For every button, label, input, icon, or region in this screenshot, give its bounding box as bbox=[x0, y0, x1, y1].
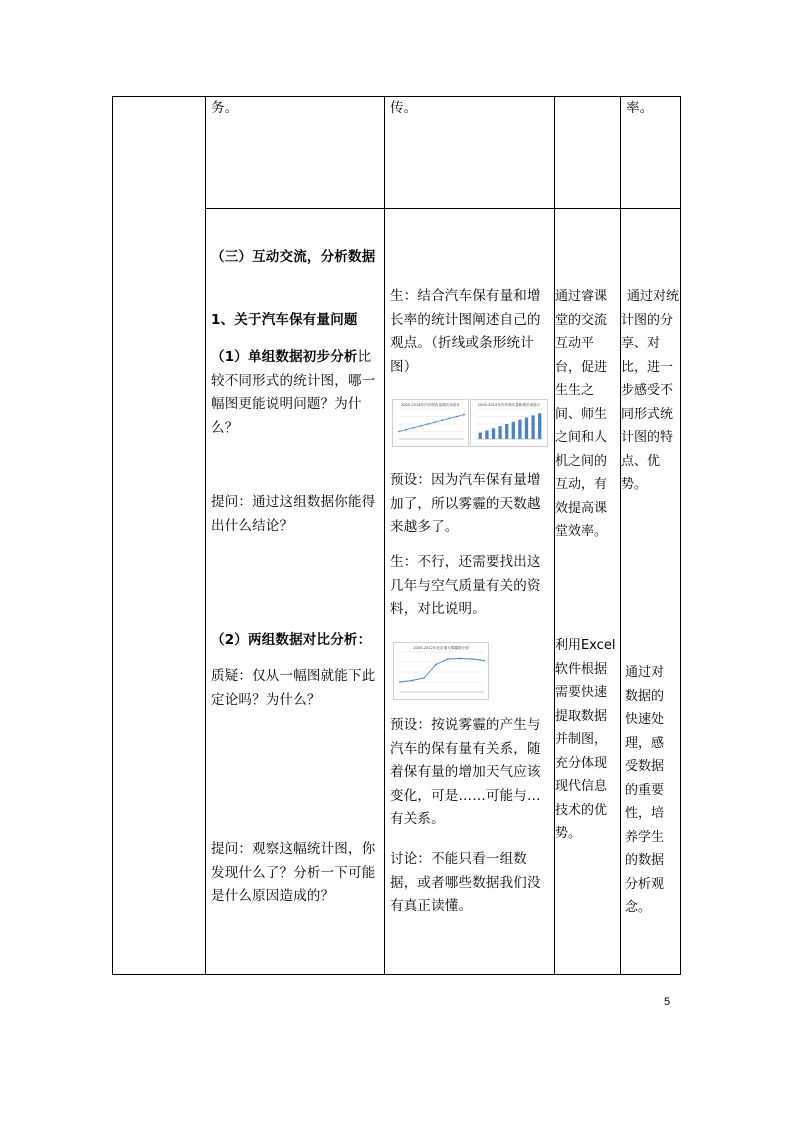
bar-2009 bbox=[505, 424, 508, 439]
row-divider bbox=[205, 208, 681, 209]
chart-title: 2005-2014年汽车保有量和增长率统计 bbox=[477, 403, 541, 407]
point-2009 bbox=[427, 423, 429, 425]
point-2011 bbox=[441, 419, 443, 421]
teaching-means-2: 利用Excel软件根据需要快速提取数据并制图，充分体现现代信息技术的优势。 bbox=[555, 638, 616, 841]
point-2012 bbox=[449, 417, 451, 419]
bar-2010 bbox=[512, 422, 515, 439]
page-number: 5 bbox=[664, 996, 671, 1008]
column-divider-1 bbox=[205, 96, 206, 975]
point-2009 bbox=[447, 658, 449, 660]
bar-2014 bbox=[538, 413, 541, 439]
section-title: （三）互动交流，分析数据 bbox=[211, 249, 376, 265]
design-intent-1: 通过对统计图的分享、对比，进一步感受不同形式统计图的特点、优势。 bbox=[621, 289, 680, 492]
bar-2013 bbox=[531, 415, 534, 439]
question-2: 提问：观察这幅统计图，你发现什么了？分析一下可能是什么原因造成的？ bbox=[211, 841, 376, 904]
point-2006 bbox=[405, 429, 407, 431]
point-2008 bbox=[435, 664, 437, 666]
table-border-bottom bbox=[112, 974, 681, 975]
row1-student-cell: 传。 bbox=[390, 100, 418, 116]
line-chart-thumbnail bbox=[392, 399, 469, 447]
point-2010 bbox=[459, 658, 461, 660]
bar-2008 bbox=[498, 426, 501, 439]
question-1: 提问：通过这组数据你能得出什么结论？ bbox=[211, 494, 376, 534]
point-2005 bbox=[398, 431, 400, 433]
column-divider-4 bbox=[620, 96, 621, 975]
preset-answer-2: 预设：按说雾霾的产生与汽车的保有量有关系，随着保有量的增加天气应该变化，可是……可能与…有关系。 bbox=[390, 717, 541, 827]
point-2005 bbox=[399, 681, 401, 683]
point-2006 bbox=[411, 680, 413, 682]
sub-heading-1: （1）单组数据初步分析 bbox=[211, 349, 358, 365]
table-border-right bbox=[680, 96, 681, 975]
point-2007 bbox=[423, 677, 425, 679]
bar-2006 bbox=[485, 430, 488, 439]
row1-content-cell: 务。 bbox=[211, 100, 239, 116]
bar-2012 bbox=[525, 418, 528, 439]
doubt-text: 质疑：仅从一幅图就能下此定论吗？为什么？ bbox=[211, 668, 376, 708]
point-2011 bbox=[471, 658, 473, 660]
bar-2005 bbox=[479, 433, 482, 439]
bar-2011 bbox=[518, 420, 521, 439]
discussion-text: 讨论：不能只看一组数据，或者哪些数据我们没有真正读懂。 bbox=[390, 851, 541, 914]
chart-title: 2005-2012年北京重大雾霾统计图 bbox=[413, 646, 469, 650]
point-2008 bbox=[420, 425, 422, 427]
smog-line-chart-thumbnail bbox=[393, 642, 489, 700]
row1-intent-cell: 率。 bbox=[626, 100, 654, 116]
single-data-analysis bbox=[211, 346, 379, 440]
point-2014 bbox=[463, 414, 465, 416]
point-2010 bbox=[434, 421, 436, 423]
student-response-2: 生：不行，还需要找出这几年与空气质量有关的资料，对比说明。 bbox=[390, 554, 541, 617]
point-2007 bbox=[413, 427, 415, 429]
point-2012 bbox=[483, 660, 485, 662]
bar-chart-thumbnail bbox=[470, 399, 548, 447]
sub-heading-1-text: 比较不同形式的统计图，哪一幅图更能说明问题？为什么？ bbox=[211, 349, 376, 436]
chart-title: 2005-2014年汽车保有量增长率统计 bbox=[400, 403, 461, 407]
student-response-1: 生：结合汽车保有量和增长率的统计图阐述自己的观点。（折线或条形统计图） bbox=[390, 288, 541, 375]
series-line bbox=[399, 415, 464, 432]
bar-2007 bbox=[492, 428, 495, 439]
sub-heading-2: （2）两组数据对比分析： bbox=[211, 632, 372, 648]
teaching-means-1: 通过睿课堂的交流互动平台，促进生生之间、师生之间和人机之间的互动，有效提高课堂效率。 bbox=[555, 289, 608, 539]
preset-answer-1: 预设：因为汽车保有量增加了，所以雾霾的天数越来越多了。 bbox=[390, 472, 541, 535]
item-heading: 1、关于汽车保有量问题 bbox=[211, 312, 358, 328]
table-border-left bbox=[112, 96, 113, 975]
column-divider-2 bbox=[384, 96, 385, 975]
design-intent-2: 通过对数据的快速处理，感受数据的重要性，培养学生的数据分析观念。 bbox=[625, 665, 665, 915]
point-2013 bbox=[456, 416, 458, 418]
